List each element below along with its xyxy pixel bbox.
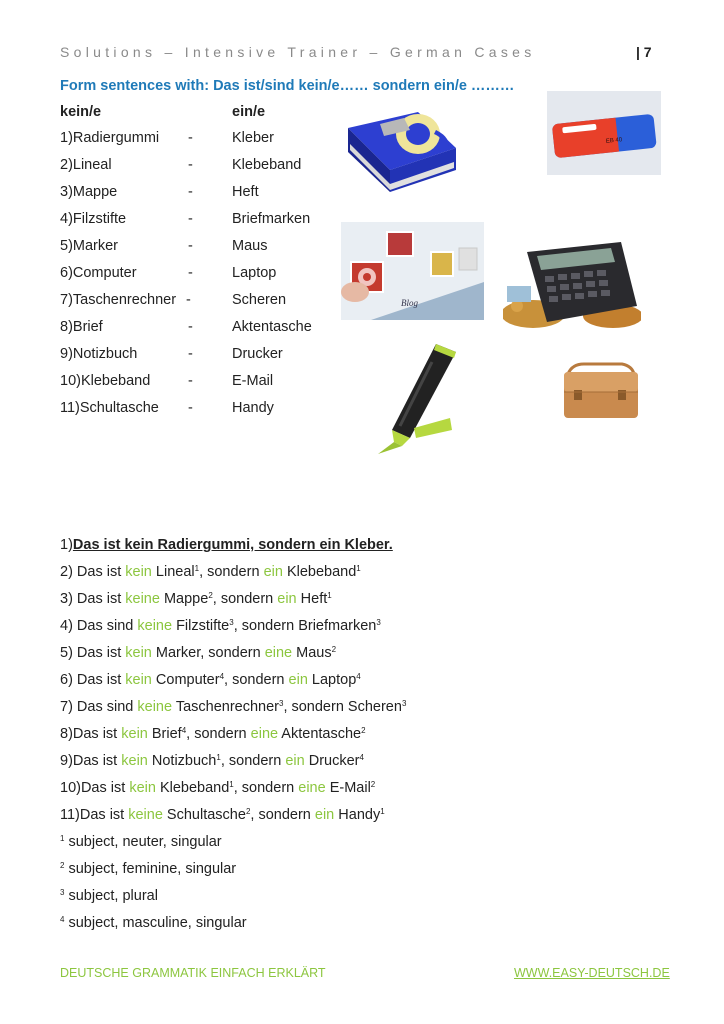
vocab-kein-word: 3)Mappe (60, 184, 118, 200)
postage-stamps-image (341, 222, 484, 320)
answer-text: , sondern (199, 564, 264, 580)
article-negative: kein (125, 672, 152, 688)
answer-line (60, 532, 406, 559)
answer-text: Marker, sondern (151, 645, 265, 661)
answers-section (60, 532, 406, 937)
footer-tagline: DEUTSCHE GRAMMATIK EINFACH ERKLÄRT (60, 966, 326, 980)
footnote-marker: 1 (356, 564, 361, 573)
answer-text: 4) Das sind (60, 618, 138, 634)
footnote-line (60, 883, 406, 910)
answer-text: , sondern (224, 672, 289, 688)
answer-text: Brief (147, 726, 182, 742)
vocab-ein-word: Drucker (232, 346, 283, 362)
vocab-ein-word: Maus (232, 238, 268, 254)
footnote-text: subject, feminine, singular (64, 861, 237, 877)
answer-text: , sondern Briefmarken (233, 618, 377, 634)
answer-text: 9)Das ist (60, 753, 122, 769)
answer-text: , sondern Scheren (283, 699, 402, 715)
answer-text: Lineal (151, 564, 195, 580)
answer-line (60, 721, 406, 748)
vocab-kein-word: 8)Brief (60, 319, 103, 335)
footnote-marker: 3 (278, 699, 284, 708)
answer-text: Maus (292, 645, 332, 661)
answer-text: , sondern (250, 807, 315, 823)
article-positive: eine (264, 645, 293, 661)
answer-text: 8)Das ist (60, 726, 122, 742)
footnote-marker: 1 (327, 591, 332, 600)
eraser-image (547, 91, 661, 175)
briefcase-image (560, 360, 642, 422)
article-negative: keine (137, 618, 173, 634)
vocab-dash: - (188, 373, 193, 389)
vocab-dash: - (188, 157, 193, 173)
answer-text: , sondern (220, 753, 286, 769)
vocab-dash: - (188, 184, 193, 200)
article-positive: ein (263, 564, 283, 580)
footnote-marker: 2 (361, 726, 366, 735)
article-negative: kein (125, 645, 152, 661)
footnote-marker: 1 (229, 780, 234, 789)
answer-line (60, 559, 406, 586)
footnote-number: 1 (60, 834, 65, 843)
footnote-marker: 3 (376, 618, 381, 627)
footnote-number: 3 (60, 888, 65, 897)
footnote-text: subject, neuter, singular (64, 834, 222, 850)
vocab-kein-word: 9)Notizbuch (60, 346, 138, 362)
header-title: Solutions – Intensive Trainer – German Cases (60, 44, 536, 60)
vocab-dash: - (188, 265, 193, 281)
answer-line (60, 640, 406, 667)
answer-text: , sondern (233, 780, 299, 796)
answer-text: Laptop (307, 672, 357, 688)
article-positive: eine (250, 726, 279, 742)
answer-text: Klebeband (282, 564, 357, 580)
answer-text: 5) Das ist (60, 645, 126, 661)
answer-text: Filzstifte (172, 618, 230, 634)
vocab-dash: - (188, 319, 193, 335)
answer-text: Drucker (304, 753, 360, 769)
footnote-line (60, 856, 406, 883)
vocab-ein-word: Scheren (232, 292, 287, 308)
vocab-ein-word: Briefmarken (232, 211, 311, 227)
footnote-line (60, 829, 406, 856)
article-negative: kein (121, 726, 148, 742)
answer-line (60, 694, 406, 721)
footer-website-link[interactable]: WWW.EASY-DEUTSCH.DE (514, 966, 670, 980)
vocab-kein-word: 1)Radiergummi (60, 130, 160, 146)
answer-text: 2) Das ist (60, 564, 126, 580)
article-positive: ein (288, 672, 308, 688)
footnote-marker: 2 (208, 591, 213, 600)
instruction-heading: Form sentences with: Das ist/sind kein/e…… sondern ein/e ……… (60, 78, 515, 94)
vocab-kein-word: 2)Lineal (60, 157, 112, 173)
vocab-dash: - (188, 130, 193, 146)
footnote-marker: 2 (370, 780, 376, 789)
vocab-ein-word: Klebeband (232, 157, 302, 173)
article-negative: kein (121, 753, 148, 769)
column-header-kein: kein/e (60, 104, 102, 120)
page-number: | 7 (636, 44, 652, 60)
footnote-marker: 4 (181, 726, 187, 735)
calculator-image (503, 236, 641, 328)
footnote-text: subject, masculine, singular (64, 915, 247, 931)
footnote-marker: 3 (401, 699, 407, 708)
answer-text: Aktentasche (278, 726, 362, 742)
answer-text: 3) Das ist (60, 591, 126, 607)
answer-text: Handy (334, 807, 381, 823)
answer-line (60, 613, 406, 640)
highlighter-marker-image (372, 342, 472, 456)
vocab-dash: - (188, 238, 193, 254)
vocab-ein-word: Kleber (232, 130, 274, 146)
eraser-brand-text: EB 40 (605, 137, 623, 145)
vocab-ein-word: Handy (232, 400, 274, 416)
vocab-kein-word: 10)Klebeband (60, 373, 151, 389)
answer-text: 7) Das sind (60, 699, 138, 715)
answer-text: , sondern (186, 726, 251, 742)
vocab-kein-word: 11)Schultasche (60, 400, 159, 416)
answer-text: Computer (151, 672, 220, 688)
answer-line (60, 775, 406, 802)
vocab-dash: - (188, 400, 193, 416)
answer-text: 6) Das ist (60, 672, 126, 688)
vocab-ein-word: Laptop (232, 265, 277, 281)
answer-text: Heft (296, 591, 328, 607)
vocab-ein-word: Heft (232, 184, 259, 200)
footnote-marker: 1 (216, 753, 221, 762)
footnote-number: 2 (60, 861, 65, 870)
article-negative: kein (129, 780, 156, 796)
tape-dispenser-image (340, 100, 460, 200)
answer-text: Schultasche (162, 807, 246, 823)
footnote-marker: 1 (380, 807, 385, 816)
stamp-handwriting: Blog (401, 298, 418, 308)
answer-text: 10)Das ist (60, 780, 130, 796)
answer-text: , sondern (212, 591, 278, 607)
vocab-dash: - (188, 211, 193, 227)
answer-text: Taschenrechner (172, 699, 279, 715)
footnote-number: 4 (60, 915, 65, 924)
footnote-marker: 4 (359, 753, 364, 762)
vocab-kein-word: 4)Filzstifte (60, 211, 127, 227)
article-positive: ein (285, 753, 305, 769)
answer-text: E-Mail (325, 780, 371, 796)
answer-text: Mappe (159, 591, 209, 607)
article-negative: keine (137, 699, 173, 715)
answer-example: Das ist kein Radiergummi, sondern ein Kleber. (72, 537, 393, 553)
answer-number: 1) (60, 537, 73, 553)
article-positive: ein (314, 807, 335, 823)
vocab-kein-word: 5)Marker (60, 238, 119, 254)
footnote-line (60, 910, 406, 937)
answer-text: Klebeband (155, 780, 230, 796)
answer-line (60, 802, 406, 829)
answer-line (60, 586, 406, 613)
article-positive: ein (277, 591, 297, 607)
answer-text: 11)Das ist (60, 807, 129, 823)
article-negative: keine (128, 807, 163, 823)
article-negative: keine (125, 591, 160, 607)
footnote-marker: 2 (245, 807, 251, 816)
answer-line (60, 748, 406, 775)
footnote-marker: 2 (331, 645, 337, 654)
vocab-ein-word: E-Mail (232, 373, 274, 389)
footnote-marker: 4 (219, 672, 225, 681)
footnote-marker: 3 (229, 618, 234, 627)
column-header-ein: ein/e (232, 104, 266, 120)
vocab-kein-word: 7)Taschenrechner (60, 292, 177, 308)
vocab-dash: - (186, 292, 191, 308)
vocab-ein-word: Aktentasche (232, 319, 312, 335)
vocab-kein-word: 6)Computer (60, 265, 137, 281)
answer-text: Notizbuch (147, 753, 217, 769)
article-negative: kein (125, 564, 152, 580)
footnote-marker: 4 (356, 672, 361, 681)
article-positive: eine (298, 780, 326, 796)
footnote-text: subject, plural (64, 888, 158, 904)
answer-line (60, 667, 406, 694)
vocab-dash: - (188, 346, 193, 362)
footnote-marker: 1 (194, 564, 200, 573)
